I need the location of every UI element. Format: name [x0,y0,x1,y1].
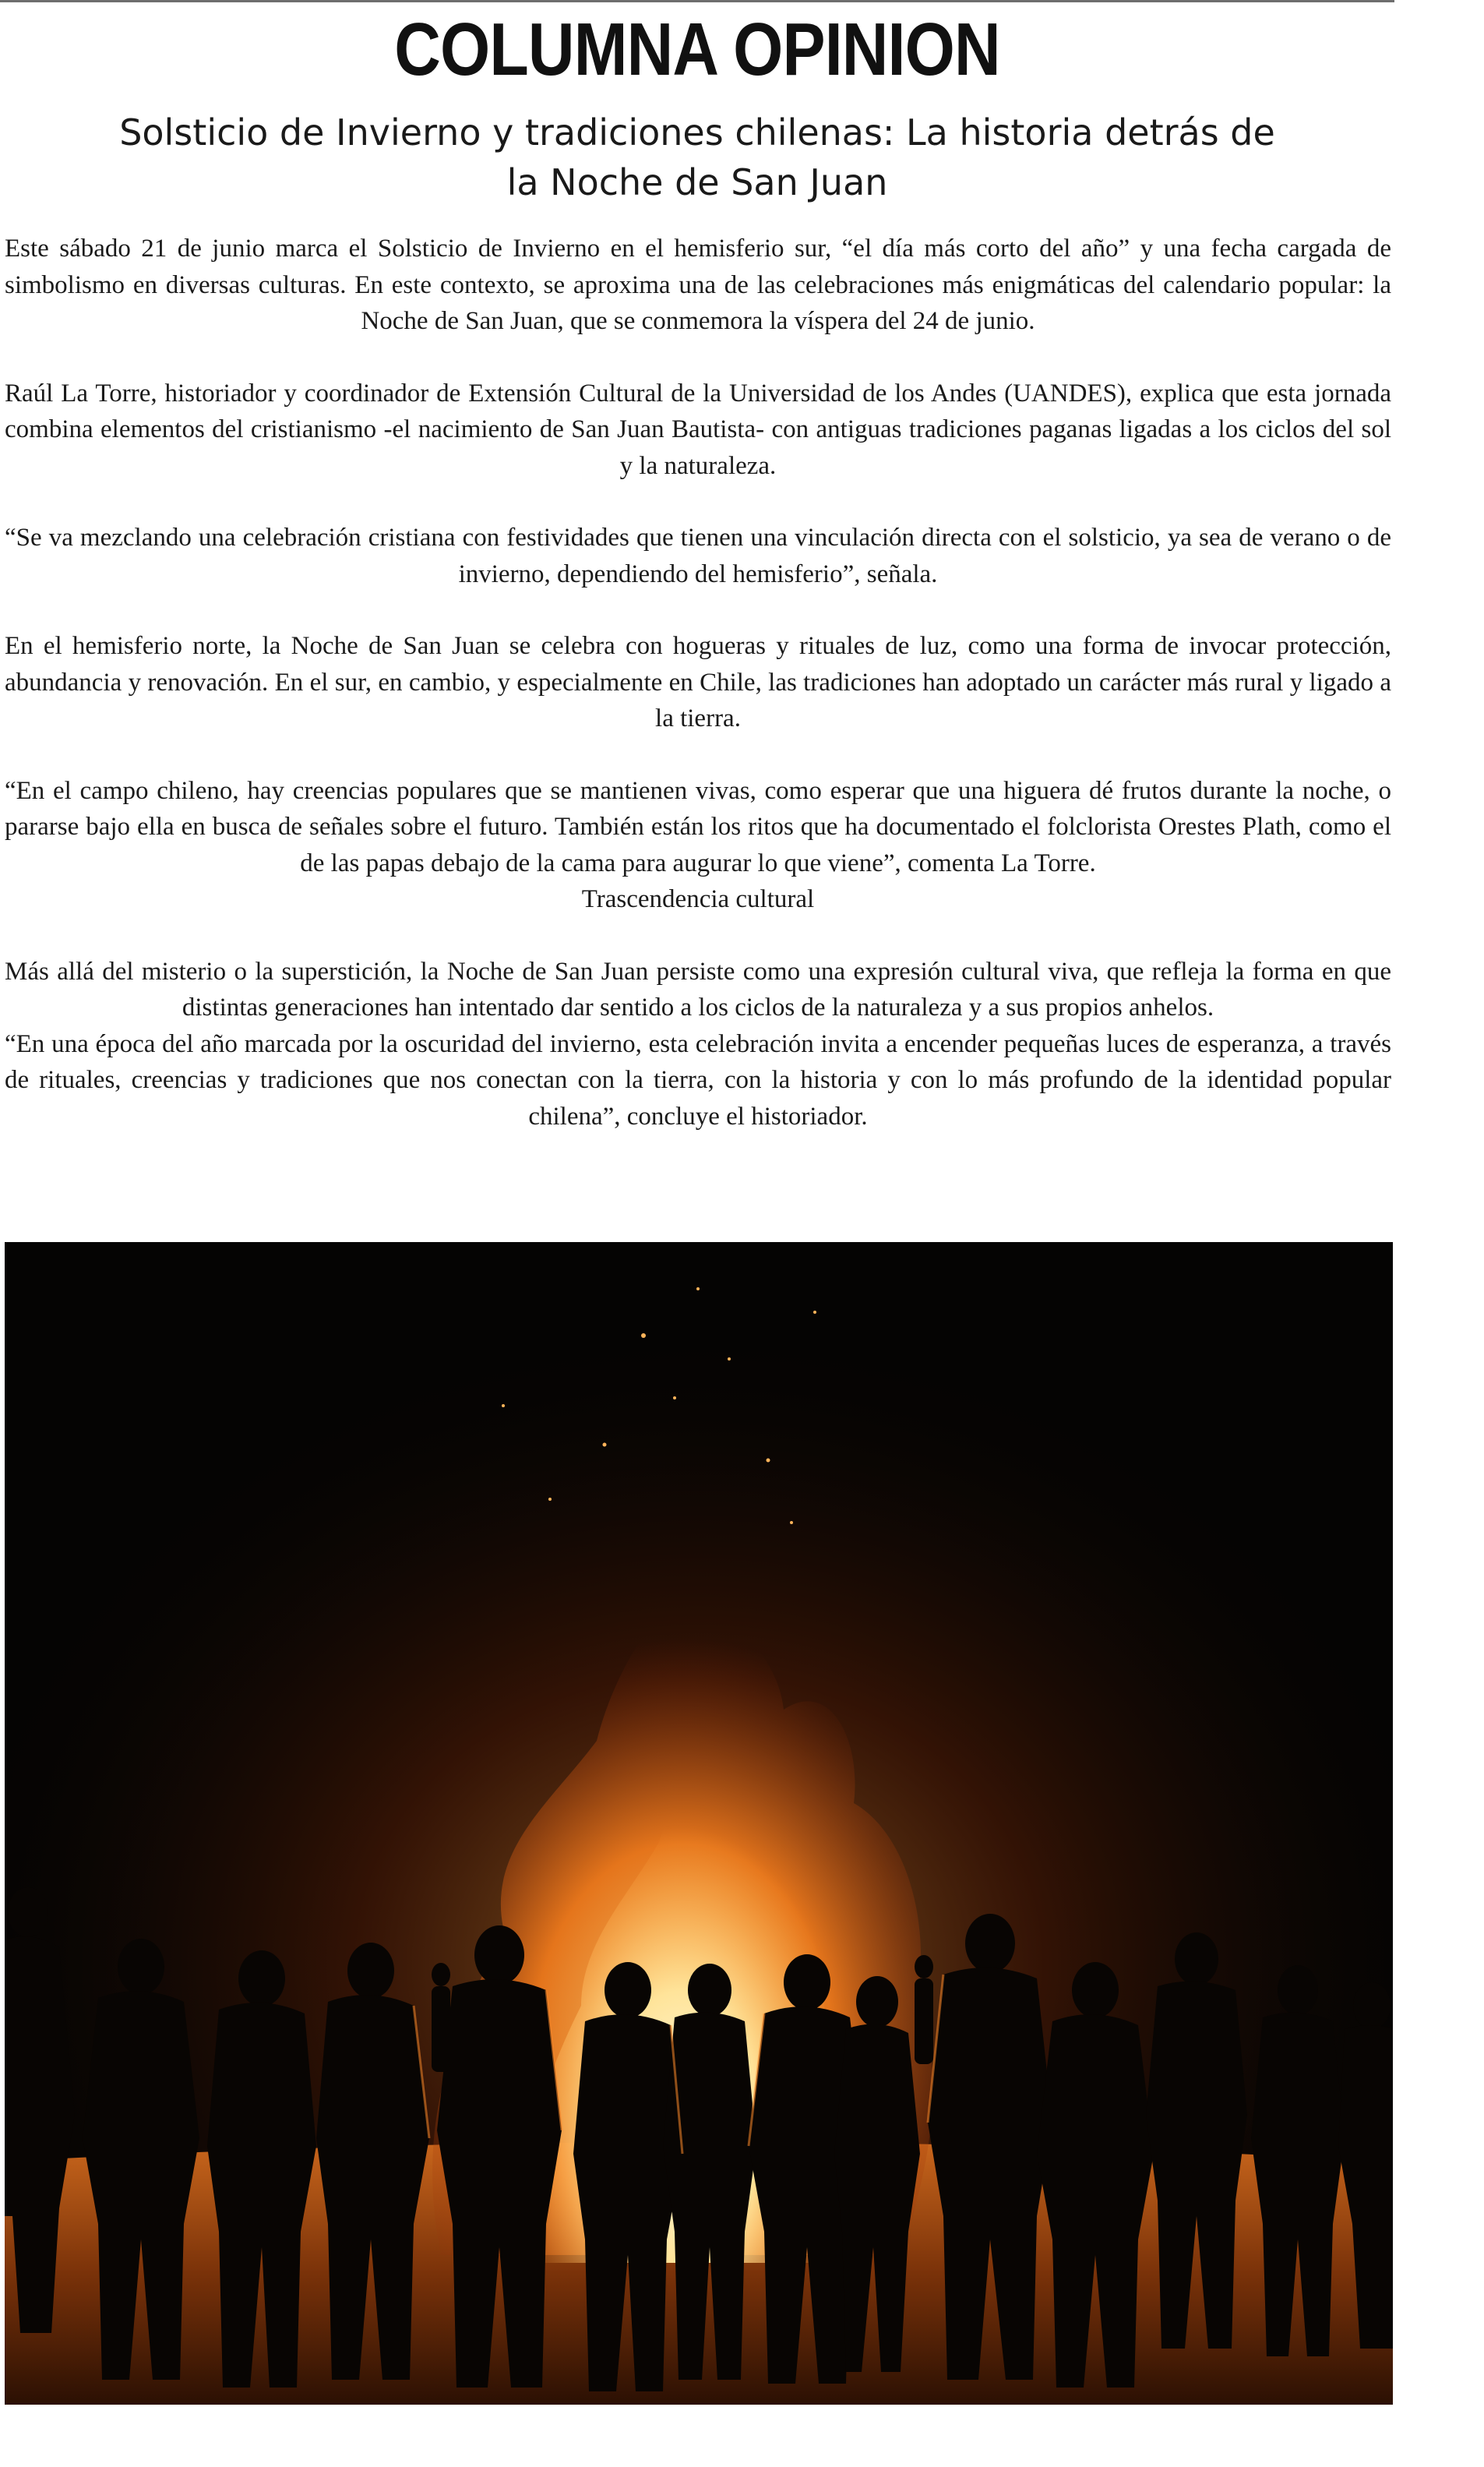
article-body [5,231,1391,1135]
paragraph-hemispheres: En el hemisferio norte, la Noche de San Juan se celebra con hogueras y rituales de luz, como una forma de invocar protección, abundancia y renovación. En el sur, en cambio, y especialmente en Chile, las tradiciones han adoptado un carácter más rural y ligado a la tierra. [5,632,1391,732]
paragraph-rural-beliefs: “En el campo chileno, hay creencias populares que se mantienen vivas, como esperar que una higuera dé frutos durante la noche, o pararse bajo ella en busca de señales sobre el futuro. También están los ritos que ha documentado el folclorista Orestes Plath, como el de las papas debajo de la cama para augurar lo que viene”, comenta La Torre. [5,776,1391,877]
article-title-line-2: la Noche de San Juan [506,161,888,203]
section-heading: Trascendencia cultural [581,885,815,913]
paragraph-closing-quote: “En una época del año marcada por la oscuridad del invierno, esta celebración invita a encender pequeñas luces de esperanza, a través de rituales, creencias y tradiciones que nos conectan con la tierra, con la historia y con lo más profundo de la identidad popular chilena”, concluye el historiador. [5,1029,1391,1131]
column-label: COLUMNA OPINION [394,8,1000,91]
article-title [78,108,1317,207]
paragraph-cultural-expression: Más allá del misterio o la superstición, la Noche de San Juan persiste como una expresión cultural viva, que refleja la forma en que distintas generaciones han intentado dar sentido a los ciclos de la naturaleza y a sus propios anhelos. [5,957,1391,1022]
article-title-line-1: Solsticio de Invierno y tradiciones chilenas: La historia detrás de [119,111,1275,154]
top-rule [0,0,1394,2]
paragraph-solstice-intro: Este sábado 21 de junio marca el Solsticio de Invierno en el hemisferio sur, “el día más corto del año” y una fecha cargada de simbolismo en diversas culturas. En este contexto, se aproxima una de las celebraciones más enigmáticas del calendario popular: la Noche de San Juan, que se conmemora la víspera del 24 de junio. [5,235,1391,335]
bonfire-photo [5,1242,1393,2405]
paragraph-historian-explains: Raúl La Torre, historiador y coordinador de Extensión Cultural de la Universidad de los Andes (UANDES), explica que esta jornada combina elementos del cristianismo -el nacimiento de San Juan Bautista- con antiguas tradiciones paganas ligadas a los ciclos del sol y la naturaleza. [5,379,1391,480]
paragraph-quote-solstice: “Se va mezclando una celebración cristiana con festividades que tienen una vinculación directa con el solsticio, ya sea de verano o de invierno, dependiendo del hemisferio”, señala. [5,524,1391,588]
